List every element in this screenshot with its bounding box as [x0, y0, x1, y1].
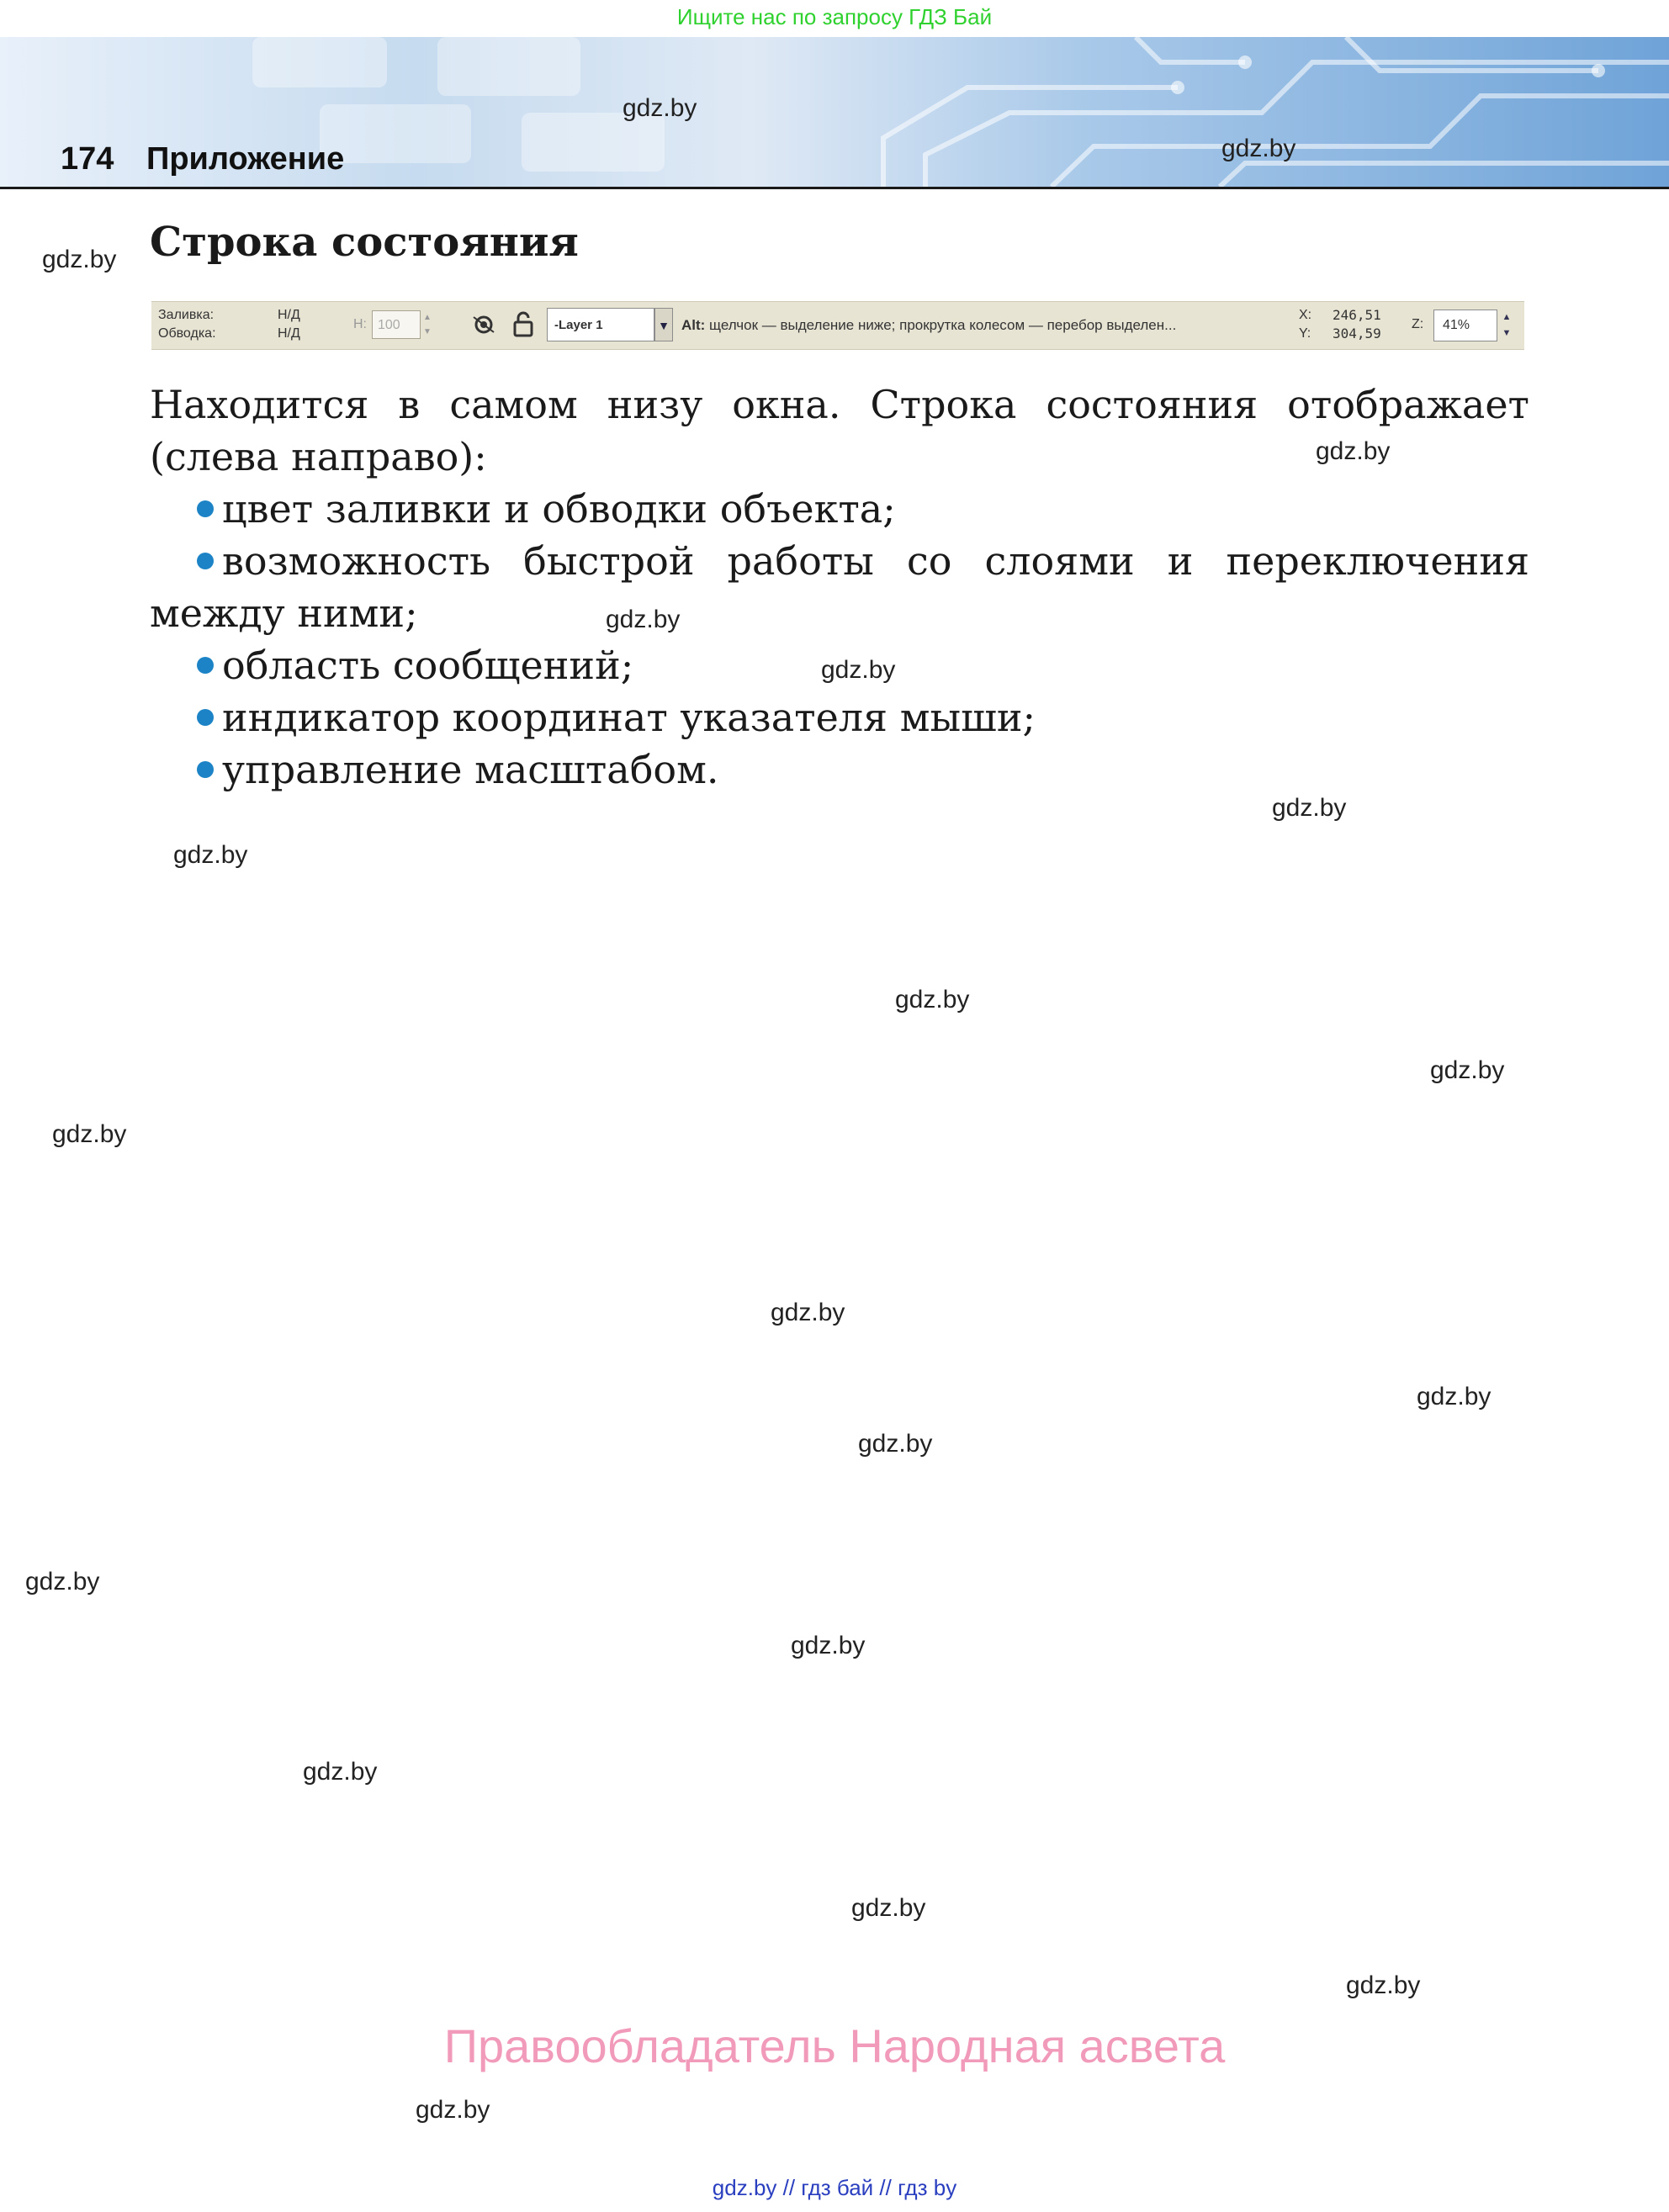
watermark: gdz.by	[771, 1299, 845, 1326]
h-label: H:	[353, 317, 367, 331]
message-area	[681, 302, 1439, 349]
list-item-text: возможность быстрой работы со слоями и переключения	[222, 538, 1529, 584]
list-item	[150, 483, 1529, 535]
y-value: 304,59	[1333, 325, 1381, 341]
h-stepper[interactable]: ▲ ▼	[423, 313, 432, 336]
stroke-label: Обводка:	[158, 326, 216, 341]
visibility-icon[interactable]	[471, 312, 496, 337]
fill-label: Заливка:	[158, 308, 215, 322]
watermark: gdz.by	[1417, 1383, 1492, 1410]
list-item	[150, 744, 1529, 796]
page-number: 174	[61, 141, 114, 177]
status-bar	[151, 301, 1524, 350]
watermark: gdz.by	[173, 841, 248, 869]
watermark: gdz.by	[1346, 1971, 1421, 1999]
zoom-input[interactable]: 41%	[1433, 310, 1497, 341]
zoom-stepper[interactable]: ▲ ▼	[1502, 312, 1512, 338]
copyright-notice: Правообладатель Народная асвета	[443, 2019, 1226, 2072]
list-item-text: управление масштабом.	[222, 747, 719, 792]
watermark: gdz.by	[42, 246, 117, 273]
lock-icon[interactable]	[511, 310, 535, 339]
watermark: gdz.by	[606, 606, 681, 633]
layer-select[interactable]: -Layer 1	[547, 308, 654, 341]
section-title: Приложение	[146, 141, 345, 177]
watermark: gdz.by	[1430, 1056, 1505, 1084]
list-item-text: цвет заливки и обводки объекта;	[222, 486, 896, 532]
list-item-continuation: между ними;	[150, 590, 418, 636]
watermark: gdz.by	[895, 986, 970, 1013]
watermark: gdz.by	[416, 2096, 490, 2124]
watermark: gdz.by	[1272, 794, 1347, 822]
watermark: gdz.by	[623, 94, 697, 122]
list-item-text: область сообщений;	[222, 643, 634, 688]
watermark: gdz.by	[791, 1632, 866, 1659]
section-heading: Строка состояния	[150, 219, 579, 266]
watermark: gdz.by	[851, 1894, 926, 1922]
message-text: щелчок — выделение ниже; прокрутка колесом — перебор выделен...	[705, 317, 1177, 333]
list-item	[150, 535, 1529, 587]
stroke-value: Н/Д	[278, 326, 300, 341]
y-label: Y:	[1299, 326, 1311, 341]
watermark: gdz.by	[821, 656, 896, 684]
list-item	[150, 691, 1529, 744]
chevron-down-icon[interactable]: ▼	[654, 308, 673, 341]
paragraph-line-2: (слева направо):	[150, 434, 487, 479]
fill-value: Н/Д	[278, 308, 300, 322]
bullet-icon	[197, 709, 214, 726]
header-rule	[0, 187, 1669, 189]
list-item-text: индикатор координат указателя мыши;	[222, 695, 1036, 740]
top-notice: Ищите нас по запросу ГДЗ Бай	[676, 4, 993, 29]
bottom-links[interactable]: gdz.by // гдз бай // гдз by	[712, 2175, 957, 2200]
x-value: 246,51	[1333, 307, 1381, 323]
h-input[interactable]: 100	[372, 310, 421, 339]
watermark: gdz.by	[52, 1120, 127, 1148]
bullet-icon	[197, 500, 214, 517]
watermark: gdz.by	[858, 1430, 933, 1458]
zoom-label: Z:	[1412, 317, 1424, 331]
paragraph-line-1: Находится в самом низу окна. Строка состояния отображает	[150, 382, 1529, 427]
watermark: gdz.by	[303, 1758, 378, 1786]
bullet-icon	[197, 761, 214, 778]
watermark: gdz.by	[1221, 135, 1296, 162]
watermark: gdz.by	[25, 1568, 100, 1595]
x-label: X:	[1299, 308, 1312, 322]
watermark: gdz.by	[1316, 437, 1391, 465]
message-key: Alt:	[681, 317, 706, 333]
bullet-icon	[197, 657, 214, 674]
bullet-icon	[197, 553, 214, 569]
